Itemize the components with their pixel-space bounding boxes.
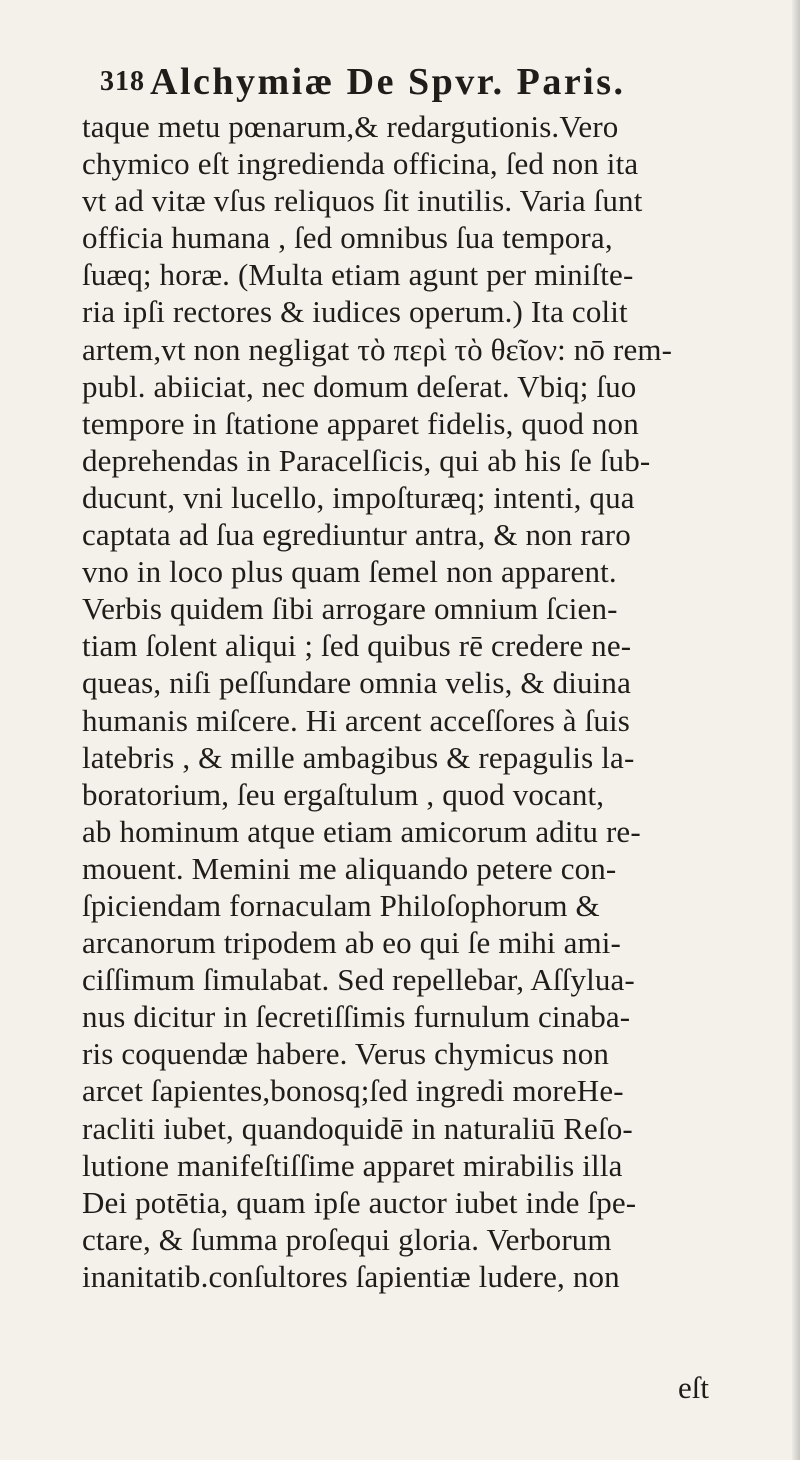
text-line: Verbis quidem ſibi arrogare omnium ſcien-: [82, 591, 618, 627]
text-line: ctare, & ſumma proſequi gloria. Verborum: [82, 1221, 612, 1257]
text-line: ris coquendæ habere. Verus chymicus non: [82, 1036, 609, 1072]
text-line: tempore in ſtatione apparet fidelis, quod non: [82, 405, 639, 441]
text-line: queas, niſi peſſundare omnia velis, & diuina: [82, 665, 631, 701]
text-line: tiam ſolent aliqui ; ſed quibus rē credere ne-: [82, 628, 632, 664]
text-line: inanitatib.conſultores ſapientiæ ludere, non: [82, 1258, 620, 1294]
page-edge-shadow: [792, 0, 800, 1460]
text-line: officia humana , ſed omnibus ſua tempora,: [82, 220, 613, 256]
catchword: eſt: [678, 1370, 709, 1405]
text-line: Dei potētia, quam ipſe auctor iubet inde ſpe-: [82, 1184, 637, 1220]
text-line: captata ad ſua egrediuntur antra, & non raro: [82, 517, 631, 553]
text-line: deprehendas in Paracelſicis, qui ab his ſe ſub-: [82, 442, 651, 478]
text-line: ciſſimum ſimulabat. Sed repellebar, Aſſylua-: [82, 962, 635, 998]
text-line: ab hominum atque etiam amicorum aditu re-: [82, 813, 641, 849]
text-line: boratorium, ſeu ergaſtulum , quod vocant,: [82, 776, 605, 812]
text-line: racliti iubet, quandoquidē in naturaliū Reſo-: [82, 1110, 633, 1146]
text-line: vt ad vitæ vſus reliquos ſit inutilis. Varia ſunt: [82, 183, 643, 219]
text-line: humanis miſcere. Hi arcent acceſſores à ſuis: [82, 702, 631, 738]
text-line: lutione manifeſtiſſime apparet mirabilis illa: [82, 1147, 623, 1183]
text-line: artem,vt non negligat τὸ περὶ τὸ θεῖον: nō rem-: [82, 331, 673, 367]
text-line: nus dicitur in ſecretiſſimis furnulum cinaba-: [82, 999, 631, 1035]
text-line: ducunt, vni lucello, impoſturæq; intenti, qua: [82, 479, 635, 515]
text-line: arcanorum tripodem ab eo qui ſe mihi ami-: [82, 925, 622, 961]
text-line: latebris , & mille ambagibus & repagulis la-: [82, 739, 635, 775]
text-line: ſuæq; horæ. (Multa etiam agunt per miniſte-: [82, 257, 634, 293]
body-text: [82, 108, 782, 1418]
text-line: vno in loco plus quam ſemel non apparent.: [82, 554, 617, 590]
text-line: chymico eſt ingredienda officina, ſed non ita: [82, 146, 639, 182]
text-line: publ. abiiciat, nec domum deſerat. Vbiq; ſuo: [82, 368, 637, 404]
text-line: ria ipſi rectores & iudices operum.) Ita colit: [82, 294, 628, 330]
text-line: arcet ſapientes,bonosq;ſed ingredi moreHe-: [82, 1073, 624, 1109]
text-line: ſpiciendam fornaculam Philoſophorum &: [82, 887, 600, 923]
running-title: Alchymiæ De Spvr. Paris.: [150, 61, 626, 103]
text-line: mouent. Memini me aliquando petere con-: [82, 850, 617, 886]
text-line: taque metu pœnarum,& redargutionis.Vero: [82, 109, 619, 144]
page-header: [100, 60, 760, 110]
page-number: 318: [100, 66, 145, 97]
